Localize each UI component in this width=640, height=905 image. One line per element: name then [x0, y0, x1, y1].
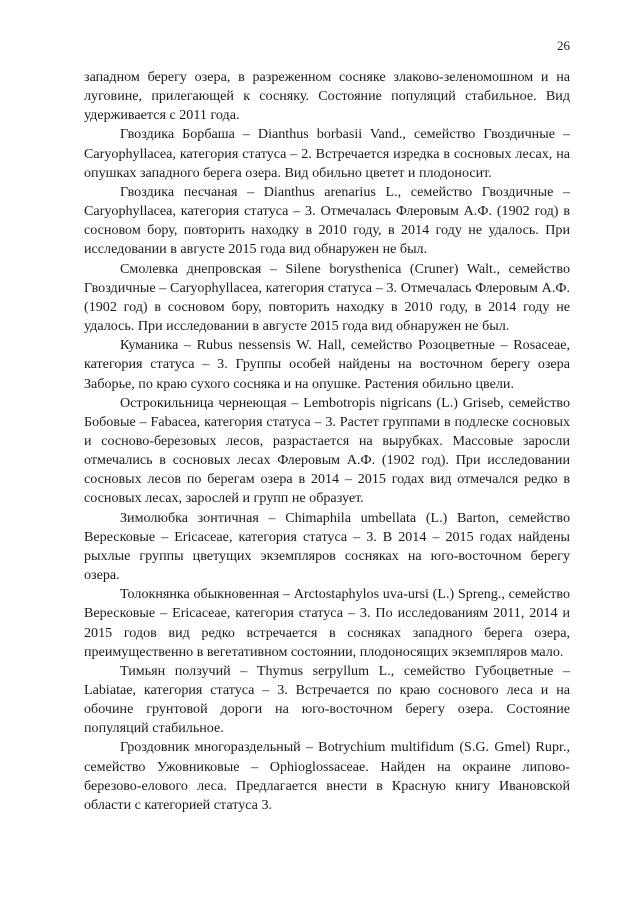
document-body [84, 68, 570, 815]
paragraph-chimaphila-umbellata: Зимолюбка зонтичная – Chimaphila umbellata (L.) Barton, семейство Вересковые – Ericaceae, категория статуса – 3. В 2014 – 2015 годах найдены рыхлые группы цветущих экземпляров сосняках на юго-восточном берегу озера. [84, 509, 570, 584]
paragraph-continuation: западном берегу озера, в разреженном сосняке злаково-зеленомошном и на луговине, прилегающей к сосняку. Состояние популяций стабильное. Вид удерживается с 2011 года. [84, 69, 570, 124]
paragraph-thymus-serpyllum: Тимьян ползучий – Thymus serpyllum L., семейство Губоцветные – Labiatae, категория статуса – 3. Встречается по краю соснового леса и на обочине грунтовой дороги на юго-восточном берегу озера. Состояние популяций стабильное. [84, 662, 570, 737]
paragraph-rubus-nessensis: Куманика – Rubus nessensis W. Hall, семейство Розоцветные – Rosaceae, категория статуса – 3. Группы особей найдены на восточном берегу озера Заборье, по краю сухого сосняка и на опушке. Растения обильно цвели. [84, 337, 570, 392]
paragraph-silene-borysthenica: Смолевка днепровская – Silene borysthenica (Cruner) Walt., семейство Гвоздичные – Caryophyllacea, категория статуса – 3. Отмечалась Флеровым А.Ф. (1902 год) в сосновом бору, повторить находку в 2010 году, в 2014 году не удалось. При исследовании в августе 2015 года вид обнаружен не был. [84, 260, 570, 335]
paragraph-arctostaphylos-uva-ursi: Толокнянка обыкновенная – Arctostaphylos uva-ursi (L.) Spreng., семейство Вересковые – Ericaceae, категория статуса – 3. По исследованиям 2011, 2014 и 2015 годов вид редко встречается в сосняках западного берега озера, преимущественно в вегетативном состоянии, плодоносящих экземпляров мало. [84, 586, 570, 660]
page-number: 26 [557, 38, 570, 53]
paragraph-botrychium-multifidum: Гроздовник многораздельный – Botrychium multifidum (S.G. Gmel) Rupr., семейство Ужовниковые – Ophioglossaceae. Найден на окраине липово-березово-елового леса. Предлагается внести в Красную книгу Ивановской области с категорией статуса 3. [84, 739, 570, 813]
paragraph-dianthus-borbasii: Гвоздика Борбаша – Dianthus borbasii Vand., семейство Гвоздичные – Caryophyllacea, категория статуса – 2. Встречается изредка в сосновых лесах, на опушках западного берега озера. Вид обильно цветет и плодоносит. [84, 126, 570, 181]
paragraph-dianthus-arenarius: Гвоздика песчаная – Dianthus arenarius L., семейство Гвоздичные – Caryophyllacea, категория статуса – 3. Отмечалась Флеровым А.Ф. (1902 год) в сосновом бору, повторить находку в 2010 году, в 2014 году не удалось. При исследовании в августе 2015 года вид обнаружен не был. [84, 183, 570, 258]
paragraph-lembotropis-nigricans: Острокильница чернеющая – Lembotropis nigricans (L.) Griseb, семейство Бобовые – Fabacea, категория статуса – 3. Растет группами в подлеске сосновых и сосново-березовых лесов, разрастается на вырубках. Массовые заросли отмечались в сосновых лесах Флеровым А.Ф. (1902 год). При исследовании сосновых лесов по берегам озера в 2014 – 2015 годах вид отмечался редко в сосновых лесах, зарослей и групп не образует. [84, 394, 570, 507]
